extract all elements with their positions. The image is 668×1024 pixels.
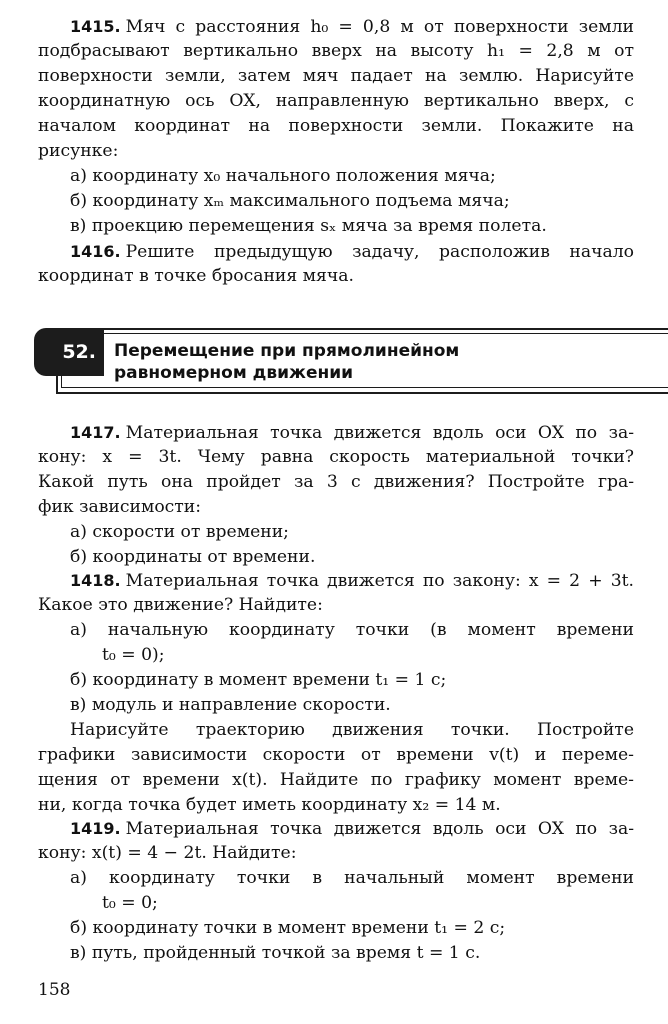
problem-1416-line-2: координат в точке бросания мяча. (38, 266, 354, 286)
problem-1415-line-1: 1415. Мяч с расстояния h₀ = 0,8 м от поверхности земли (70, 17, 634, 37)
problem-number: 1415. (70, 17, 121, 36)
problem-1417-item-a: а) скорости от времени; (70, 522, 289, 542)
problem-1415-line-6: рисунке: (38, 141, 119, 161)
problem-number: 1417. (70, 423, 121, 442)
problem-1415-line-3: поверхности земли, затем мяч падает на землю. Нарисуйте (38, 66, 634, 86)
problem-1418-para-line-4: ни, когда точка будет иметь координату x₂ = 14 м. (38, 795, 501, 815)
problem-1415-item-a: а) координату x₀ начального положения мяча; (70, 166, 496, 186)
problem-1419-item-a: а) координату точки в начальный момент времени (70, 868, 634, 888)
section-frame-corner-thin (61, 372, 62, 388)
section-rule-bottom (58, 392, 668, 394)
section-frame-corner (56, 372, 58, 394)
problem-1419-item-c: в) путь, пройденный точкой за время t = 1 с. (70, 943, 481, 963)
problem-number: 1418. (70, 571, 121, 590)
problem-1418-para-line-1: Нарисуйте траекторию движения точки. Постройте (70, 720, 634, 740)
problem-1419-line-1: 1419. Материальная точка движется вдоль оси OX по за- (70, 819, 634, 839)
problem-1416 (38, 239, 634, 289)
problem-1417 (38, 420, 634, 570)
problem-number: 1416. (70, 242, 121, 261)
problem-1417-item-b: б) координаты от времени. (70, 547, 316, 567)
problem-1419-item-a-cont: t₀ = 0; (102, 893, 158, 913)
problem-1418-para-line-3: щения от времени x(t). Найдите по графику момент време- (38, 770, 634, 790)
problem-1418-para-line-2: графики зависимости скорости от времени v(t) и переме- (38, 745, 634, 765)
problem-1415-item-b: б) координату xₘ максимального подъема мяча; (70, 191, 510, 211)
problem-number: 1419. (70, 819, 121, 838)
section-rule-top-thin (104, 333, 668, 334)
problem-1418-item-b: б) координату в момент времени t₁ = 1 с; (70, 670, 447, 690)
problem-1419 (38, 816, 634, 966)
section-title: Перемещение при прямолинейном равномерном движении (114, 341, 460, 383)
problem-1415-line-5: началом координат на поверхности земли. Покажите на (38, 116, 634, 136)
problem-1418 (38, 568, 634, 818)
problem-1419-item-b: б) координату точки в момент времени t₁ = 2 с; (70, 918, 506, 938)
section-number-badge: 52. (34, 328, 104, 376)
problem-1416-line-1: 1416. Решите предыдущую задачу, расположив начало (70, 242, 634, 262)
problem-1415-item-c: в) проекцию перемещения sₓ мяча за время полета. (70, 216, 547, 236)
problem-1417-line-3: Какой путь она пройдет за 3 с движения? Постройте гра- (38, 472, 634, 492)
problem-1417-line-1: 1417. Материальная точка движется вдоль оси OX по за- (70, 423, 634, 443)
problem-1415 (38, 14, 634, 239)
problem-1415-line-4: координатную ось OX, направленную вертикально вверх, с (38, 91, 634, 111)
problem-1418-item-a-cont: t₀ = 0); (102, 645, 165, 665)
problem-1418-item-a: а) начальную координату точки (в момент времени (70, 620, 634, 640)
problem-1417-line-2: кону: x = 3t. Чему равна скорость материальной точки? (38, 447, 634, 467)
section-rule-bottom-thin (62, 387, 668, 388)
page-number: 158 (38, 980, 71, 1000)
problem-1418-item-c: в) модуль и направление скорости. (70, 695, 391, 715)
problem-1418-line-2: Какое это движение? Найдите: (38, 595, 323, 615)
section-rule-top (104, 328, 668, 330)
problem-1418-line-1: 1418. Материальная точка движется по закону: x = 2 + 3t. (70, 571, 634, 591)
problem-1415-line-2: подбрасывают вертикально вверх на высоту h₁ = 2,8 м от (38, 41, 634, 61)
section-header (34, 324, 668, 398)
problem-1417-line-4: фик зависимости: (38, 497, 202, 517)
problem-1419-line-2: кону: x(t) = 4 − 2t. Найдите: (38, 843, 297, 863)
